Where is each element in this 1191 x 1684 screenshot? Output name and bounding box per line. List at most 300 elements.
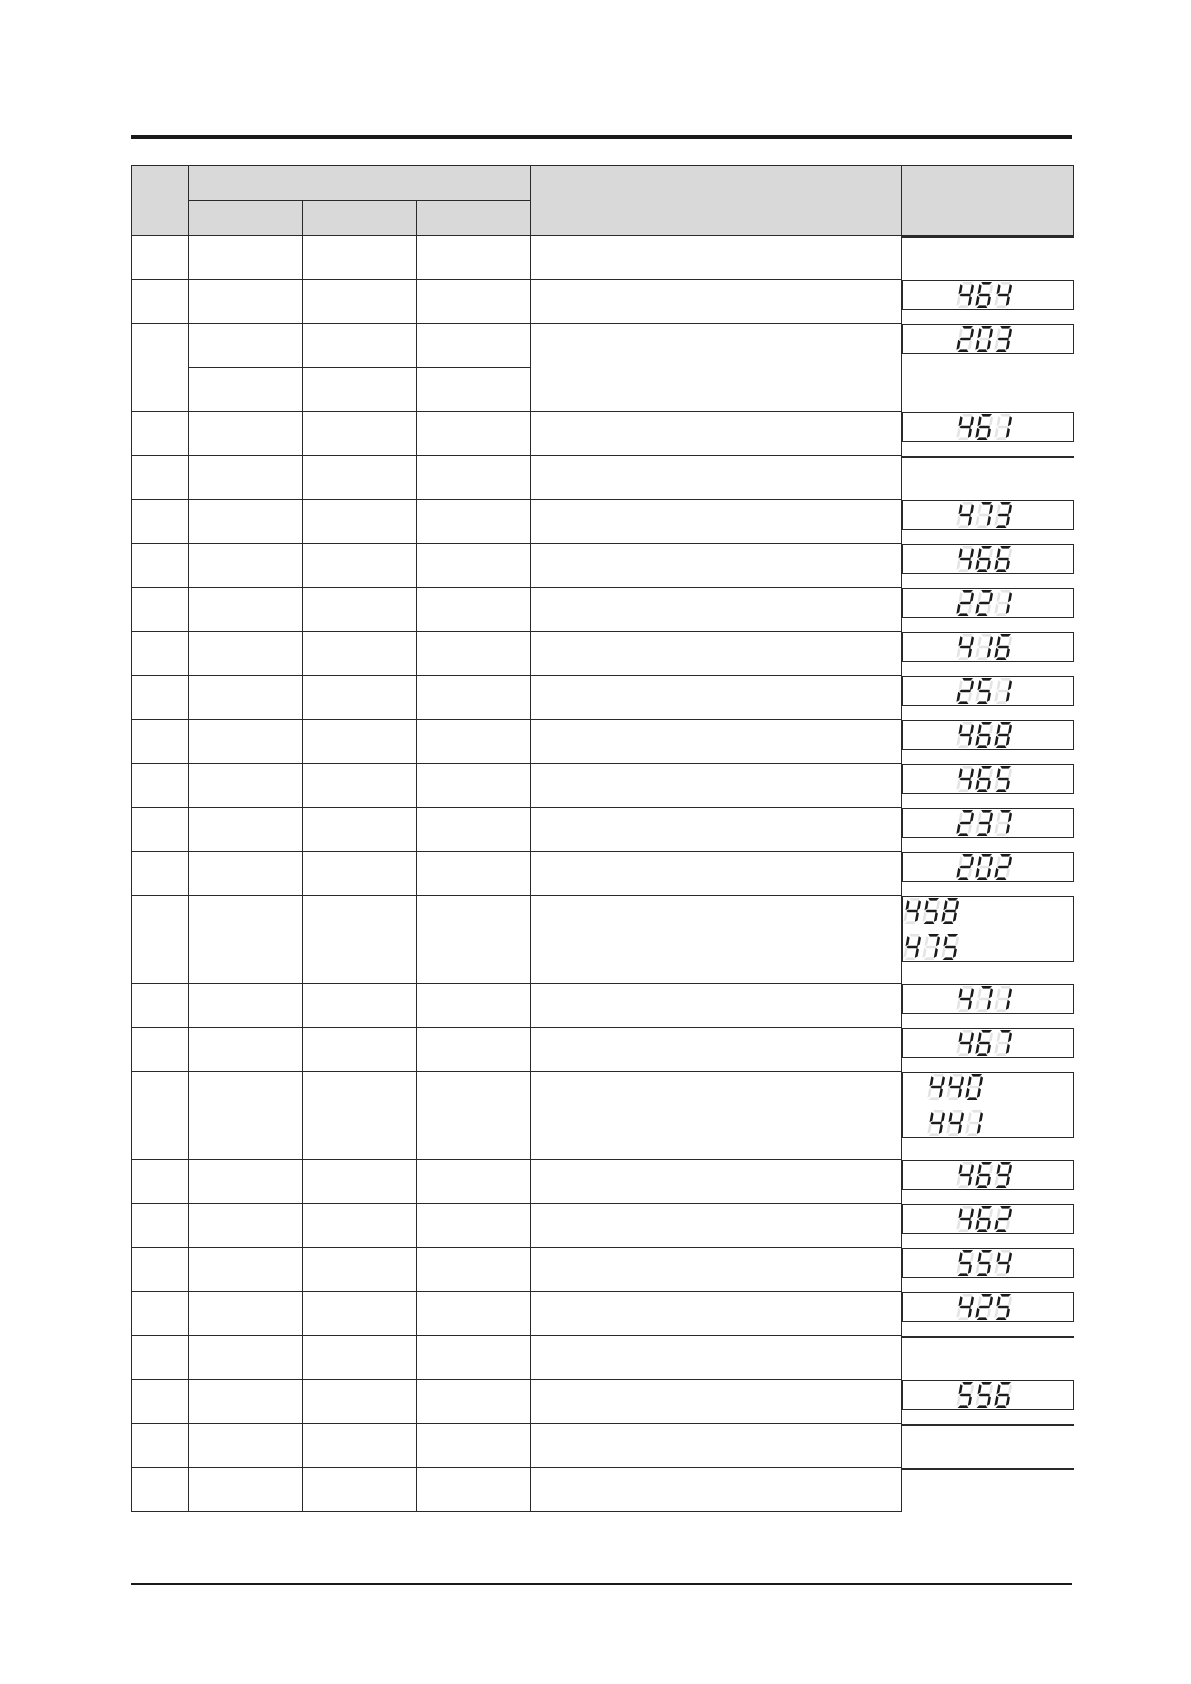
seven-segment-display bbox=[903, 897, 967, 925]
seven-segment-display bbox=[956, 853, 1020, 881]
segment-c bbox=[987, 1219, 991, 1229]
cell-display bbox=[902, 1292, 1074, 1322]
segment-e bbox=[956, 295, 960, 305]
segment-e bbox=[956, 1043, 960, 1053]
seven-segment-display bbox=[956, 413, 1020, 441]
segment-c bbox=[1006, 515, 1010, 525]
segment-f bbox=[996, 1164, 1000, 1174]
segment-d bbox=[995, 305, 1006, 308]
segment-g bbox=[997, 337, 1009, 340]
segment-c bbox=[968, 515, 972, 525]
segment-a bbox=[981, 810, 992, 813]
segment-f bbox=[977, 1252, 981, 1262]
cell-display bbox=[902, 1424, 1074, 1426]
segment-b bbox=[970, 328, 974, 338]
segment-d bbox=[957, 437, 968, 440]
segment-b bbox=[989, 636, 993, 646]
segment-e bbox=[994, 867, 998, 877]
segment-a bbox=[1000, 326, 1011, 329]
segment-b bbox=[1008, 812, 1012, 822]
cell-description bbox=[531, 588, 902, 632]
segment-c bbox=[987, 1395, 991, 1405]
segment-c bbox=[953, 947, 957, 957]
cell-display bbox=[902, 1072, 1074, 1138]
cell-sub-2 bbox=[303, 456, 417, 500]
segment-d bbox=[976, 1273, 987, 1276]
segment-g bbox=[978, 1393, 990, 1396]
segment-g bbox=[959, 337, 971, 340]
segment-g bbox=[978, 645, 990, 648]
segment-d bbox=[995, 613, 1006, 616]
table-row bbox=[132, 808, 1074, 852]
segment-f bbox=[958, 636, 962, 646]
cell-no bbox=[132, 720, 189, 764]
segment-d bbox=[957, 745, 968, 748]
segment-a bbox=[962, 590, 973, 593]
cell-sub-2 bbox=[303, 1380, 417, 1424]
cell-sub-3 bbox=[417, 1160, 531, 1204]
segment-c bbox=[934, 911, 938, 921]
segment-c bbox=[1006, 691, 1010, 701]
cell-no bbox=[132, 456, 189, 500]
error-code-table bbox=[131, 165, 1074, 1512]
segment-f bbox=[977, 724, 981, 734]
segment-f bbox=[958, 1252, 962, 1262]
segment-d bbox=[957, 1053, 968, 1056]
segment-e bbox=[975, 691, 979, 701]
cell-sub-2 bbox=[303, 544, 417, 588]
segment-f bbox=[996, 1384, 1000, 1394]
segment-c bbox=[987, 691, 991, 701]
segment-a bbox=[981, 282, 992, 285]
segment-d bbox=[976, 745, 987, 748]
segment-b bbox=[989, 1384, 993, 1394]
segment-e bbox=[994, 779, 998, 789]
segment-c bbox=[987, 559, 991, 569]
segment-b bbox=[1008, 1252, 1012, 1262]
segment-g bbox=[997, 1217, 1009, 1220]
segment-a bbox=[1000, 810, 1011, 813]
segment-c bbox=[934, 947, 938, 957]
segment-a bbox=[962, 414, 973, 417]
segment-f bbox=[977, 592, 981, 602]
segment-e bbox=[956, 647, 960, 657]
segment-b bbox=[989, 1032, 993, 1042]
segment-e bbox=[956, 339, 960, 349]
bottom-rule bbox=[131, 1583, 1072, 1585]
cell-sub-1 bbox=[189, 808, 303, 852]
cell-display bbox=[902, 984, 1074, 1014]
segment-b bbox=[970, 1164, 974, 1174]
segment-g bbox=[997, 1173, 1009, 1176]
segment-e bbox=[903, 947, 907, 957]
seven-segment-display bbox=[956, 325, 1020, 353]
segment-g bbox=[978, 733, 990, 736]
table-row bbox=[132, 236, 1074, 280]
segment-g bbox=[925, 945, 937, 948]
segment-g bbox=[997, 777, 1009, 780]
table-row bbox=[132, 1380, 1074, 1424]
segment-c bbox=[1006, 559, 1010, 569]
segment-d bbox=[967, 1097, 978, 1100]
segment-b bbox=[989, 724, 993, 734]
segment-b bbox=[989, 1208, 993, 1218]
seven-segment-display bbox=[956, 1293, 1020, 1321]
segment-f bbox=[977, 812, 981, 822]
segment-d bbox=[957, 1317, 968, 1320]
cell-sub-1 bbox=[189, 500, 303, 544]
cell-sub-1 bbox=[189, 676, 303, 720]
segment-c bbox=[915, 911, 919, 921]
segment-a bbox=[981, 634, 992, 637]
segment-b bbox=[970, 284, 974, 294]
segment-a bbox=[1000, 282, 1011, 285]
segment-f bbox=[905, 900, 909, 910]
segment-f bbox=[958, 328, 962, 338]
segment-a bbox=[962, 766, 973, 769]
cell-display bbox=[902, 544, 1074, 574]
segment-a bbox=[947, 898, 958, 901]
segment-a bbox=[962, 546, 973, 549]
table-row bbox=[132, 324, 1074, 368]
cell-sub-3 bbox=[417, 1380, 531, 1424]
segment-e bbox=[994, 691, 998, 701]
segment-c bbox=[1006, 1219, 1010, 1229]
segment-a bbox=[962, 326, 973, 329]
seven-segment-display bbox=[956, 501, 1020, 529]
cell-description bbox=[531, 984, 902, 1028]
segment-f bbox=[929, 1076, 933, 1086]
segment-g bbox=[997, 557, 1009, 560]
segment-d bbox=[995, 1405, 1006, 1408]
segment-c bbox=[987, 427, 991, 437]
segment-a bbox=[1000, 678, 1011, 681]
segment-f bbox=[996, 1032, 1000, 1042]
segment-e bbox=[975, 603, 979, 613]
segment-a bbox=[1000, 502, 1011, 505]
segment-d bbox=[995, 1229, 1006, 1232]
segment-g bbox=[959, 513, 971, 516]
segment-f bbox=[958, 1164, 962, 1174]
segment-g bbox=[978, 1261, 990, 1264]
table-row bbox=[132, 764, 1074, 808]
cell-sub-3 bbox=[417, 1204, 531, 1248]
segment-a bbox=[1000, 1294, 1011, 1297]
segment-d bbox=[929, 1097, 940, 1100]
segment-g bbox=[997, 645, 1009, 648]
cell-description bbox=[531, 1424, 902, 1468]
table-row bbox=[132, 1160, 1074, 1204]
segment-c bbox=[968, 1395, 972, 1405]
segment-f bbox=[977, 1208, 981, 1218]
seven-segment-display bbox=[927, 1073, 991, 1101]
segment-f bbox=[977, 328, 981, 338]
cell-sub-3 bbox=[417, 764, 531, 808]
table-row bbox=[132, 1336, 1074, 1380]
segment-e bbox=[994, 515, 998, 525]
cell-sub-1 bbox=[189, 632, 303, 676]
segment-g bbox=[997, 997, 1009, 1000]
segment-f bbox=[996, 680, 1000, 690]
segment-g bbox=[906, 909, 918, 912]
cell-description bbox=[531, 280, 902, 324]
segment-g bbox=[944, 945, 956, 948]
segment-g bbox=[997, 1041, 1009, 1044]
segment-a bbox=[981, 502, 992, 505]
segment-c bbox=[1006, 647, 1010, 657]
segment-d bbox=[957, 569, 968, 572]
segment-e bbox=[956, 691, 960, 701]
segment-f bbox=[958, 1208, 962, 1218]
segment-d bbox=[995, 833, 1006, 836]
segment-f bbox=[924, 900, 928, 910]
segment-c bbox=[939, 1123, 943, 1133]
segment-d bbox=[976, 1229, 987, 1232]
segment-e bbox=[941, 911, 945, 921]
segment-g bbox=[997, 1393, 1009, 1396]
cell-display bbox=[902, 1248, 1074, 1278]
segment-a bbox=[981, 766, 992, 769]
segment-d bbox=[995, 1185, 1006, 1188]
segment-g bbox=[906, 945, 918, 948]
cell-no bbox=[132, 500, 189, 544]
cell-description bbox=[531, 1248, 902, 1292]
segment-c bbox=[968, 1175, 972, 1185]
segment-d bbox=[976, 569, 987, 572]
top-rule bbox=[131, 135, 1072, 139]
segment-g bbox=[997, 733, 1009, 736]
segment-f bbox=[996, 1208, 1000, 1218]
segment-e bbox=[927, 1087, 931, 1097]
segment-a bbox=[1000, 722, 1011, 725]
segment-c bbox=[968, 1307, 972, 1317]
segment-d bbox=[976, 525, 987, 528]
header-sub-3 bbox=[417, 201, 531, 236]
segment-g bbox=[925, 909, 937, 912]
segment-b bbox=[989, 988, 993, 998]
cell-description bbox=[531, 1336, 902, 1380]
segment-b bbox=[941, 1112, 945, 1122]
segment-c bbox=[1006, 867, 1010, 877]
table-row bbox=[132, 588, 1074, 632]
segment-g bbox=[959, 821, 971, 824]
cell-sub-2 bbox=[303, 1160, 417, 1204]
segment-g bbox=[978, 997, 990, 1000]
segment-c bbox=[987, 1175, 991, 1185]
segment-a bbox=[981, 590, 992, 593]
segment-e bbox=[941, 947, 945, 957]
segment-d bbox=[957, 305, 968, 308]
cell-sub-3 bbox=[417, 324, 531, 368]
segment-e bbox=[975, 515, 979, 525]
segment-d bbox=[957, 1229, 968, 1232]
cell-no bbox=[132, 984, 189, 1028]
cell-sub-2 bbox=[303, 1292, 417, 1336]
segment-b bbox=[960, 1076, 964, 1086]
table-row bbox=[132, 1028, 1074, 1072]
table-row bbox=[132, 1292, 1074, 1336]
table-body bbox=[132, 236, 1074, 1512]
seven-segment-display bbox=[956, 1161, 1020, 1189]
segment-b bbox=[1008, 504, 1012, 514]
segment-g bbox=[959, 997, 971, 1000]
cell-sub-3 bbox=[417, 632, 531, 676]
segment-a bbox=[909, 934, 920, 937]
cell-no bbox=[132, 632, 189, 676]
segment-c bbox=[968, 295, 972, 305]
segment-e bbox=[956, 515, 960, 525]
cell-description bbox=[531, 632, 902, 676]
segment-a bbox=[981, 1030, 992, 1033]
segment-c bbox=[1006, 735, 1010, 745]
table-row bbox=[132, 280, 1074, 324]
segment-g bbox=[978, 865, 990, 868]
table-row bbox=[132, 1468, 1074, 1512]
seven-segment-display bbox=[956, 545, 1020, 573]
segment-c bbox=[968, 647, 972, 657]
segment-b bbox=[970, 1032, 974, 1042]
seven-segment-display bbox=[956, 677, 1020, 705]
segment-d bbox=[957, 1185, 968, 1188]
cell-description bbox=[531, 852, 902, 896]
seven-segment-display bbox=[956, 809, 1020, 837]
segment-f bbox=[977, 416, 981, 426]
segment-c bbox=[1006, 1395, 1010, 1405]
segment-d bbox=[948, 1097, 959, 1100]
cell-display bbox=[902, 808, 1074, 838]
cell-sub-2 bbox=[303, 324, 417, 368]
segment-d bbox=[957, 1009, 968, 1012]
cell-display bbox=[902, 1380, 1074, 1410]
segment-a bbox=[981, 986, 992, 989]
cell-display bbox=[902, 676, 1074, 706]
segment-a bbox=[981, 1294, 992, 1297]
segment-a bbox=[981, 1206, 992, 1209]
cell-sub-3 bbox=[417, 412, 531, 456]
segment-e bbox=[922, 947, 926, 957]
cell-sub-1 bbox=[189, 1292, 303, 1336]
segment-c bbox=[987, 1263, 991, 1273]
segment-c bbox=[968, 691, 972, 701]
segment-g bbox=[978, 1041, 990, 1044]
segment-b bbox=[989, 812, 993, 822]
segment-g bbox=[978, 293, 990, 296]
segment-g bbox=[959, 601, 971, 604]
segment-g bbox=[968, 1085, 980, 1088]
segment-b bbox=[989, 1252, 993, 1262]
segment-g bbox=[978, 1305, 990, 1308]
segment-d bbox=[976, 1009, 987, 1012]
segment-d bbox=[957, 833, 968, 836]
segment-b bbox=[970, 548, 974, 558]
segment-c bbox=[968, 1043, 972, 1053]
cell-description bbox=[531, 720, 902, 764]
cell-no bbox=[132, 1204, 189, 1248]
segment-a bbox=[981, 546, 992, 549]
segment-a bbox=[1000, 854, 1011, 857]
seven-segment-display bbox=[927, 1109, 991, 1137]
segment-e bbox=[975, 295, 979, 305]
cell-description bbox=[531, 500, 902, 544]
segment-b bbox=[989, 680, 993, 690]
segment-f bbox=[996, 812, 1000, 822]
table-row bbox=[132, 1424, 1074, 1468]
segment-g bbox=[959, 1041, 971, 1044]
segment-b bbox=[970, 504, 974, 514]
segment-a bbox=[1000, 986, 1011, 989]
segment-g bbox=[930, 1085, 942, 1088]
segment-a bbox=[971, 1110, 982, 1113]
segment-c bbox=[968, 999, 972, 1009]
segment-c bbox=[1006, 427, 1010, 437]
segment-d bbox=[905, 957, 916, 960]
cell-sub-2 bbox=[303, 1336, 417, 1380]
segment-g bbox=[997, 689, 1009, 692]
segment-d bbox=[995, 1273, 1006, 1276]
segment-d bbox=[995, 525, 1006, 528]
segment-b bbox=[955, 936, 959, 946]
segment-a bbox=[981, 326, 992, 329]
cell-no bbox=[132, 1160, 189, 1204]
segment-e bbox=[956, 735, 960, 745]
segment-e bbox=[975, 1263, 979, 1273]
segment-g bbox=[949, 1085, 961, 1088]
segment-f bbox=[943, 900, 947, 910]
cell-no bbox=[132, 764, 189, 808]
segment-a bbox=[1000, 1162, 1011, 1165]
segment-e bbox=[994, 647, 998, 657]
segment-d bbox=[976, 701, 987, 704]
cell-sub-3 bbox=[417, 720, 531, 764]
segment-b bbox=[1008, 1208, 1012, 1218]
segment-e bbox=[903, 911, 907, 921]
segment-c bbox=[987, 603, 991, 613]
segment-b bbox=[1008, 416, 1012, 426]
cell-display bbox=[902, 720, 1074, 750]
cell-sub-1 bbox=[189, 1160, 303, 1204]
segment-e bbox=[922, 911, 926, 921]
segment-b bbox=[970, 768, 974, 778]
segment-a bbox=[952, 1074, 963, 1077]
segment-a bbox=[962, 502, 973, 505]
cell-sub-1 bbox=[189, 324, 303, 368]
segment-c bbox=[1006, 1175, 1010, 1185]
segment-e bbox=[965, 1123, 969, 1133]
segment-e bbox=[994, 1395, 998, 1405]
segment-b bbox=[955, 900, 959, 910]
cell-sub-1 bbox=[189, 764, 303, 808]
segment-c bbox=[1006, 1307, 1010, 1317]
cell-no bbox=[132, 1336, 189, 1380]
segment-e bbox=[994, 735, 998, 745]
segment-b bbox=[1008, 636, 1012, 646]
segment-a bbox=[909, 898, 920, 901]
cell-sub-2 bbox=[303, 1028, 417, 1072]
segment-e bbox=[956, 999, 960, 1009]
cell-sub-1 bbox=[189, 1204, 303, 1248]
segment-e bbox=[994, 1263, 998, 1273]
segment-g bbox=[959, 865, 971, 868]
cell-sub-3 bbox=[417, 1028, 531, 1072]
cell-sub-3 bbox=[417, 544, 531, 588]
cell-description bbox=[531, 236, 902, 280]
cell-no bbox=[132, 280, 189, 324]
segment-a bbox=[962, 854, 973, 857]
segment-f bbox=[977, 768, 981, 778]
segment-d bbox=[995, 745, 1006, 748]
segment-e bbox=[975, 779, 979, 789]
segment-e bbox=[975, 647, 979, 657]
